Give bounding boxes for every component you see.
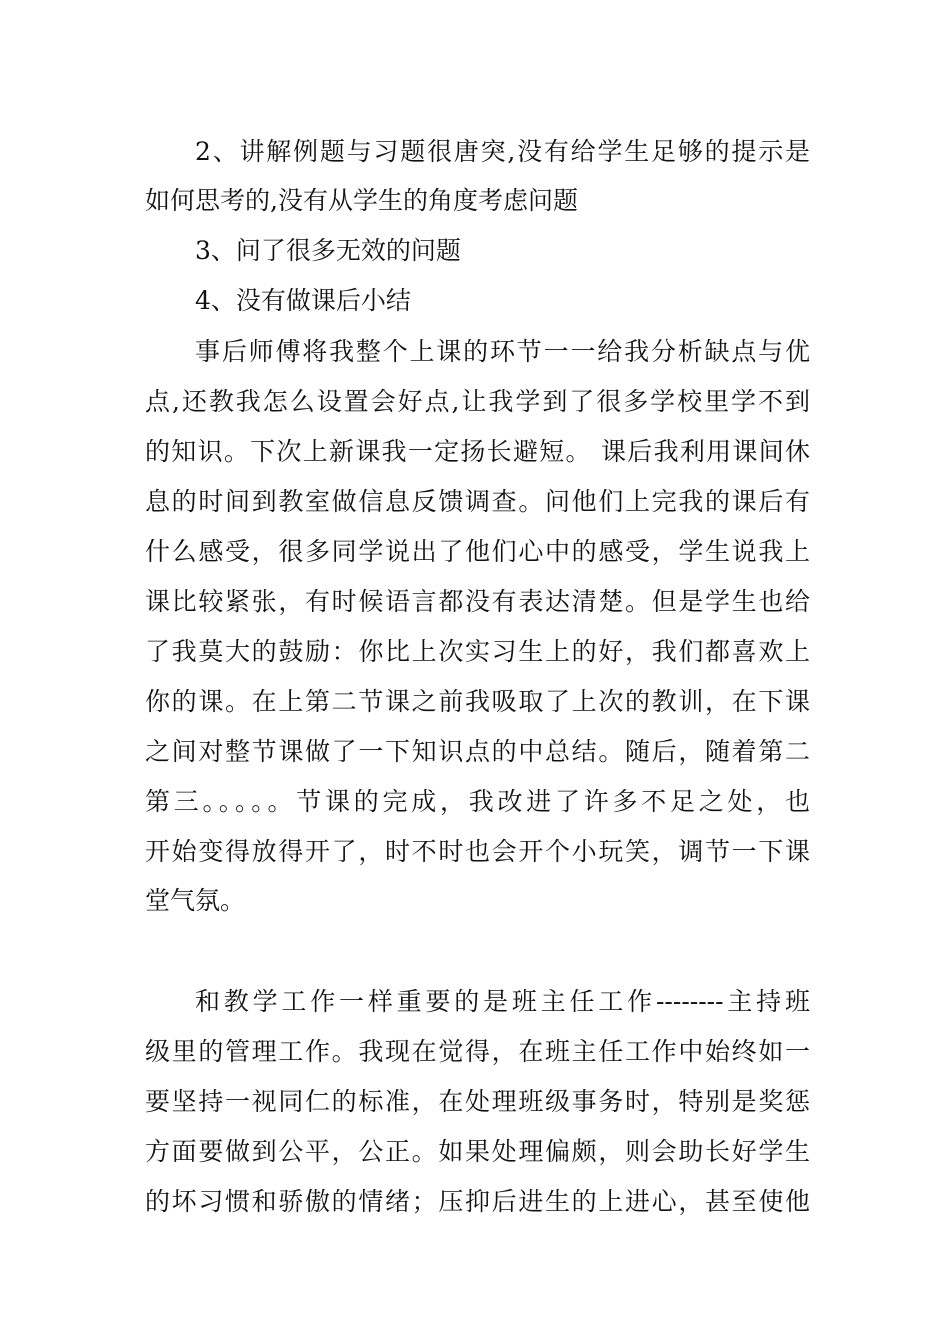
text-line: 你的课。在上第二节课之前我吸取了上次的教训，在下课 (145, 687, 810, 716)
text-line: 方面要做到公平，公正。如果处理偏颇，则会助长好学生 (145, 1137, 810, 1166)
text-line: 的知识。下次上新课我一定扬长避短。 课后我利用课间休 (145, 437, 810, 466)
text-line: 4、没有做课后小结 (195, 286, 411, 315)
text-line: 第三。。。。。节课的完成，我改进了许多不足之处，也 (145, 787, 810, 816)
text-line: 级里的管理工作。我现在觉得，在班主任工作中始终如一 (145, 1037, 810, 1066)
text-line: 如何思考的,没有从学生的角度考虑问题 (145, 186, 578, 215)
text-line: 3、问了很多无效的问题 (195, 236, 461, 265)
text-line: 息的时间到教室做信息反馈调查。问他们上完我的课后有 (145, 487, 810, 516)
text-line: 开始变得放得开了，时不时也会开个小玩笑，调节一下课 (145, 837, 810, 866)
text-line: 什么感受，很多同学说出了他们心中的感受，学生说我上 (145, 537, 810, 566)
text-line: 要坚持一视同仁的标准，在处理班级事务时，特别是奖惩 (145, 1087, 810, 1116)
text-line: 2、讲解例题与习题很唐突,没有给学生足够的提示是 (195, 137, 810, 166)
text-line: 课比较紧张，有时候语言都没有表达清楚。但是学生也给 (145, 587, 810, 616)
text-line: 点,还教我怎么设置会好点,让我学到了很多学校里学不到 (145, 387, 810, 416)
text-line: 事后师傅将我整个上课的环节一一给我分析缺点与优 (195, 337, 810, 366)
text-line: 了我莫大的鼓励：你比上次实习生上的好，我们都喜欢上 (145, 637, 810, 666)
text-line: 和教学工作一样重要的是班主任工作--------主持班 (195, 987, 810, 1016)
text-line: 堂气氛。 (145, 886, 246, 915)
text-line: 的坏习惯和骄傲的情绪；压抑后进生的上进心，甚至使他 (145, 1187, 810, 1216)
text-line: 之间对整节课做了一下知识点的中总结。随后，随着第二 (145, 737, 810, 766)
